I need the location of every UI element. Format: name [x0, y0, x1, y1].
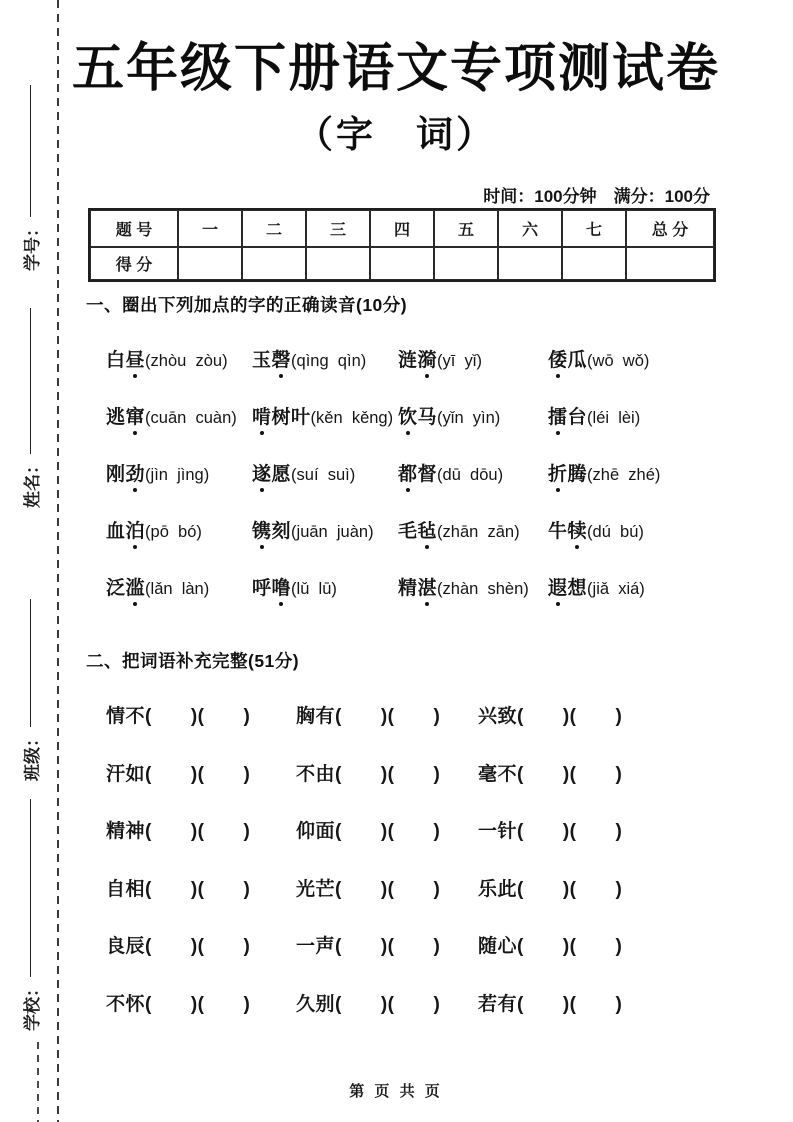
- char: 呼: [252, 578, 272, 599]
- pinyin-item: [106, 573, 252, 600]
- word-text: [106, 407, 145, 428]
- word-text: [252, 407, 311, 428]
- word-text: [398, 407, 437, 428]
- class-field: [17, 599, 43, 781]
- idiom-blank-item: 兴致( )( ): [478, 706, 623, 728]
- pinyin-item: [106, 345, 252, 372]
- word-text: [252, 578, 291, 599]
- pinyin-item: [106, 459, 252, 486]
- idiom-blank-item: 不由( )( ): [296, 763, 441, 785]
- student-id-field: [17, 85, 43, 271]
- char: 想: [567, 578, 588, 599]
- school-label: 学校：: [22, 980, 42, 1031]
- idiom-row: [106, 916, 720, 974]
- char: 台: [567, 407, 588, 428]
- char: 玉: [252, 350, 272, 371]
- pinyin-row: [106, 330, 720, 387]
- section1-rows: [106, 330, 720, 615]
- char: 树: [271, 407, 292, 428]
- dotted-char: 漪: [418, 345, 438, 372]
- pinyin-options: (juān juàn): [291, 523, 374, 541]
- score-cell: [306, 247, 370, 280]
- pinyin-options: (cuān cuàn): [145, 409, 237, 427]
- pinyin-item: [548, 573, 720, 600]
- word-text: [398, 578, 437, 599]
- page-subtitle: （字 词）: [296, 114, 496, 155]
- char: 逃: [106, 407, 126, 428]
- char: 泛: [106, 578, 126, 599]
- char: 瓜: [567, 350, 588, 371]
- dotted-char: 泊: [126, 516, 146, 543]
- section2-heading: 二、把词语补充完整(51分): [86, 651, 300, 671]
- word-text: [106, 578, 145, 599]
- exam-content: [72, 0, 720, 1122]
- pinyin-options: (zhàn shèn): [437, 580, 529, 598]
- pinyin-item: [398, 573, 548, 600]
- dotted-char: 倭: [548, 345, 568, 372]
- page-number-footer: 第 页 共 页: [349, 1083, 443, 1100]
- char: 愿: [271, 464, 292, 485]
- idiom-blank-item: 毫不( )( ): [478, 763, 623, 785]
- score-row-label: 得 分: [90, 247, 178, 280]
- idiom-blank-item: 乐此( )( ): [478, 878, 623, 900]
- section2-rows: [106, 686, 720, 1031]
- pinyin-options: (kěn kěng): [310, 409, 394, 427]
- table-header-col: 三: [306, 210, 370, 247]
- pinyin-options: (qìng qìn): [291, 352, 367, 370]
- pinyin-options: (dú bú): [587, 523, 644, 541]
- word-text: [106, 464, 145, 485]
- idiom-row: [106, 859, 720, 917]
- pinyin-item: [252, 573, 398, 600]
- score-cell: [498, 247, 562, 280]
- section1-heading: 一、圈出下列加点的字的正确读音(10分): [86, 295, 408, 315]
- dotted-char: 都: [398, 459, 418, 486]
- pinyin-item: [548, 402, 720, 429]
- dotted-char: 擂: [548, 402, 568, 429]
- word-text: [398, 521, 437, 542]
- idiom-blank-item: 若有( )( ): [478, 993, 623, 1015]
- word-text: [106, 350, 145, 371]
- pinyin-options: (pō bó): [145, 523, 202, 541]
- word-text: [548, 464, 587, 485]
- pinyin-item: [252, 459, 398, 486]
- pinyin-options: (zhē zhé): [587, 466, 661, 484]
- char: 毛: [398, 521, 418, 542]
- word-text: [252, 464, 291, 485]
- dotted-char: 镌: [252, 516, 272, 543]
- table-header-col: 七: [562, 210, 626, 247]
- idiom-blank-item: 久别( )( ): [296, 993, 441, 1015]
- idiom-blank-item: 情不( )( ): [106, 706, 251, 728]
- dotted-char: 饮: [398, 402, 418, 429]
- char: 叶: [291, 407, 311, 428]
- table-header-col: 四: [370, 210, 434, 247]
- dotted-char: 窜: [126, 402, 146, 429]
- pinyin-options: (jìn jìng): [145, 466, 210, 484]
- table-header-col: 总 分: [626, 210, 714, 247]
- idiom-blank-item: 随心( )( ): [478, 936, 623, 958]
- class-blank-line: [30, 599, 31, 727]
- score-cell: [562, 247, 626, 280]
- char: 涟: [398, 350, 418, 371]
- char: 督: [417, 464, 438, 485]
- school-blank-line: [30, 799, 31, 977]
- score-cell: [434, 247, 498, 280]
- pinyin-options: (zhòu zòu): [145, 352, 228, 370]
- char: 刻: [271, 521, 292, 542]
- idiom-row: [106, 801, 720, 859]
- idiom-blank-item: 汗如( )( ): [106, 763, 251, 785]
- idiom-row: [106, 974, 720, 1032]
- dotted-char: 犊: [568, 516, 588, 543]
- char: 精: [398, 578, 418, 599]
- word-text: [398, 464, 437, 485]
- dotted-char: 遐: [548, 573, 568, 600]
- pinyin-options: (wō wǒ): [587, 352, 650, 370]
- student-id-label: 学号：: [22, 220, 42, 271]
- school-field: [17, 799, 43, 1031]
- idiom-blank-item: 光芒( )( ): [296, 878, 441, 900]
- dotted-char: 昼: [126, 345, 146, 372]
- idiom-blank-item: 良辰( )( ): [106, 936, 251, 958]
- char: 血: [106, 521, 126, 542]
- pinyin-item: [398, 516, 548, 543]
- pinyin-row: [106, 387, 720, 444]
- word-text: [252, 350, 291, 371]
- pinyin-item: [398, 345, 548, 372]
- pinyin-row: [106, 444, 720, 501]
- idiom-row: [106, 744, 720, 802]
- dotted-char: 磬: [272, 345, 292, 372]
- pinyin-options: (suí suì): [291, 466, 356, 484]
- table-header-col: 六: [498, 210, 562, 247]
- dotted-char: 湛: [418, 573, 438, 600]
- pinyin-options: (yī yǐ): [437, 352, 482, 370]
- table-header-col: 一: [178, 210, 242, 247]
- page-title: 五年级下册语文专项测试卷: [72, 40, 721, 98]
- pinyin-item: [252, 345, 398, 372]
- dotted-char: 滥: [126, 573, 146, 600]
- idiom-blank-item: 仰面( )( ): [296, 821, 441, 843]
- pinyin-options: (jiǎ xiá): [587, 580, 645, 598]
- dotted-char: 啃: [252, 402, 272, 429]
- binding-dashed-line: [57, 0, 59, 1122]
- pinyin-item: [252, 402, 398, 429]
- word-text: [548, 521, 587, 542]
- pinyin-options: (lǎn làn): [145, 580, 210, 598]
- table-header-col: 五: [434, 210, 498, 247]
- idiom-blank-item: 自相( )( ): [106, 878, 251, 900]
- pinyin-options: (zhān zān): [437, 523, 520, 541]
- dotted-char: 毡: [418, 516, 438, 543]
- student-name-label: 姓名：: [22, 457, 42, 508]
- dotted-char: 噜: [272, 573, 292, 600]
- pinyin-options: (yǐn yìn): [437, 409, 501, 427]
- char: 腾: [567, 464, 588, 485]
- idiom-blank-item: 精神( )( ): [106, 821, 251, 843]
- dotted-char: 劲: [126, 459, 146, 486]
- student-name-field: [17, 308, 43, 508]
- idiom-blank-item: 胸有( )( ): [296, 706, 441, 728]
- word-text: [548, 350, 587, 371]
- word-text: [548, 407, 587, 428]
- score-cell: [178, 247, 242, 280]
- score-cell: [242, 247, 306, 280]
- score-cell: [370, 247, 434, 280]
- char: 马: [417, 407, 438, 428]
- pinyin-row: [106, 501, 720, 558]
- student-name-blank-line: [30, 308, 31, 454]
- pinyin-options: (léi lèi): [587, 409, 641, 427]
- pinyin-item: [398, 459, 548, 486]
- idiom-blank-item: 一声( )( ): [296, 936, 441, 958]
- word-text: [548, 578, 587, 599]
- idiom-row: [106, 686, 720, 744]
- pinyin-row: [106, 558, 720, 615]
- table-header-label: 题 号: [90, 210, 178, 247]
- dotted-char: 遂: [252, 459, 272, 486]
- pinyin-item: [106, 516, 252, 543]
- pinyin-options: (dū dōu): [437, 466, 504, 484]
- pinyin-item: [548, 459, 720, 486]
- score-cell: [626, 247, 714, 280]
- dotted-char: 折: [548, 459, 568, 486]
- class-label: 班级：: [22, 730, 42, 781]
- student-id-blank-line: [30, 85, 31, 217]
- idiom-blank-item: 不怀( )( ): [106, 993, 251, 1015]
- word-text: [398, 350, 437, 371]
- char: 白: [106, 350, 126, 371]
- page-edge-dashes: [37, 1042, 39, 1122]
- word-text: [106, 521, 145, 542]
- idiom-blank-item: 一针( )( ): [478, 821, 623, 843]
- pinyin-item: [548, 345, 720, 372]
- word-text: [252, 521, 291, 542]
- exam-time-score-meta: 时间：100分钟 满分：100分: [483, 187, 710, 206]
- pinyin-item: [252, 516, 398, 543]
- pinyin-item: [398, 402, 548, 429]
- char: 刚: [106, 464, 126, 485]
- char: 牛: [548, 521, 568, 542]
- pinyin-options: (lǔ lū): [291, 580, 337, 598]
- pinyin-item: [548, 516, 720, 543]
- pinyin-item: [106, 402, 252, 429]
- table-header-col: 二: [242, 210, 306, 247]
- score-table: [88, 208, 716, 282]
